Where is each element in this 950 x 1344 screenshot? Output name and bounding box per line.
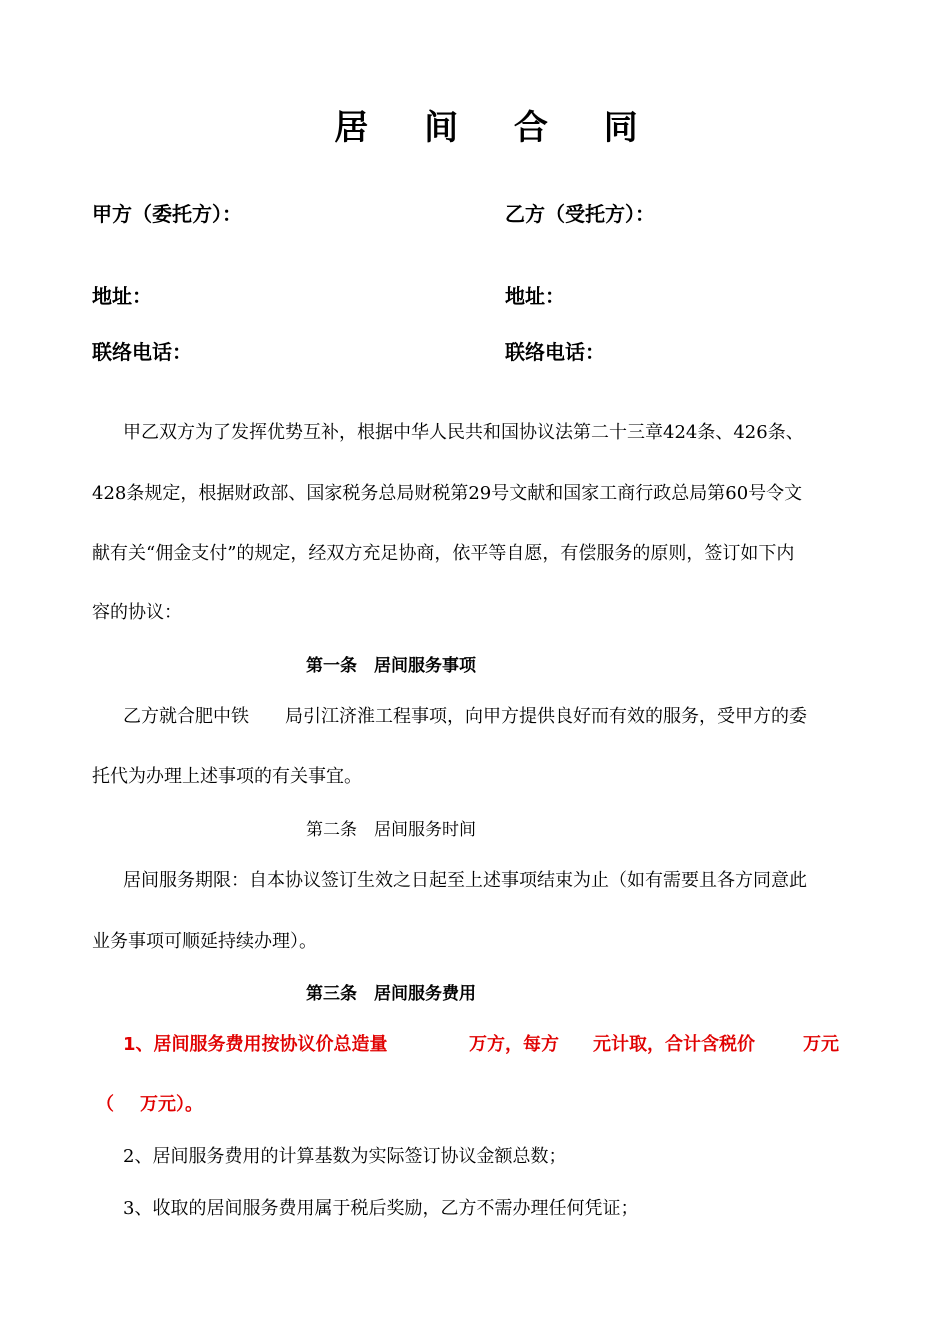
article3-heading: 第三条 居间服务费用 xyxy=(306,984,476,1004)
fee-item1-part5: （ xyxy=(96,1094,114,1115)
party-a-name-label: 甲方（委托方）： xyxy=(92,202,242,226)
party-b-name-label: 乙方（受托方）： xyxy=(505,202,655,226)
party-b-phone-label: 联络电话： xyxy=(505,340,605,364)
preamble-line: 甲乙双方为了发挥优势互补，根据中华人民共和国协议法第二十三章424条、426条、 xyxy=(123,422,804,443)
fee-item1-part1: 1、居间服务费用按协议价总造量 xyxy=(123,1034,388,1055)
fee-item1-part6: 万元）。 xyxy=(140,1094,203,1115)
party-a-address-label: 地址： xyxy=(92,284,152,308)
fee-item1-part4: 万元 xyxy=(803,1034,839,1055)
page-title: 居 间 合 同 xyxy=(334,108,660,148)
preamble-line: 献有关“佣金支付”的规定，经双方充足协商，依平等自愿，有偿服务的原则，签订如下内 xyxy=(92,543,795,564)
article1-heading: 第一条 居间服务事项 xyxy=(306,656,476,676)
party-b-address-label: 地址： xyxy=(505,284,565,308)
article2-line: 居间服务期限：自本协议签订生效之日起至上述事项结束为止（如有需要且各方同意此 xyxy=(123,870,807,891)
fee-item3: 3、收取的居间服务费用属于税后奖励，乙方不需办理任何凭证； xyxy=(123,1198,639,1219)
fee-item1-part2: 万方，每方 xyxy=(469,1034,559,1055)
preamble-line: 428条规定，根据财政部、国家税务总局财税第29号文献和国家工商行政总局第60号令文 xyxy=(92,483,803,504)
article1-line: 乙方就合肥中铁 局引江济淮工程事项，向甲方提供良好而有效的服务，受甲方的委 xyxy=(123,706,807,727)
article2-heading: 第二条 居间服务时间 xyxy=(306,820,476,840)
party-a-phone-label: 联络电话： xyxy=(92,340,192,364)
article1-line: 托代为办理上述事项的有关事宜。 xyxy=(92,766,362,787)
fee-item2: 2、居间服务费用的计算基数为实际签订协议金额总数； xyxy=(123,1146,567,1167)
article2-line: 业务事项可顺延持续办理）。 xyxy=(92,931,317,952)
fee-item1-part3: 元计取，合计含税价 xyxy=(593,1034,755,1055)
preamble-line: 容的协议： xyxy=(92,602,182,623)
